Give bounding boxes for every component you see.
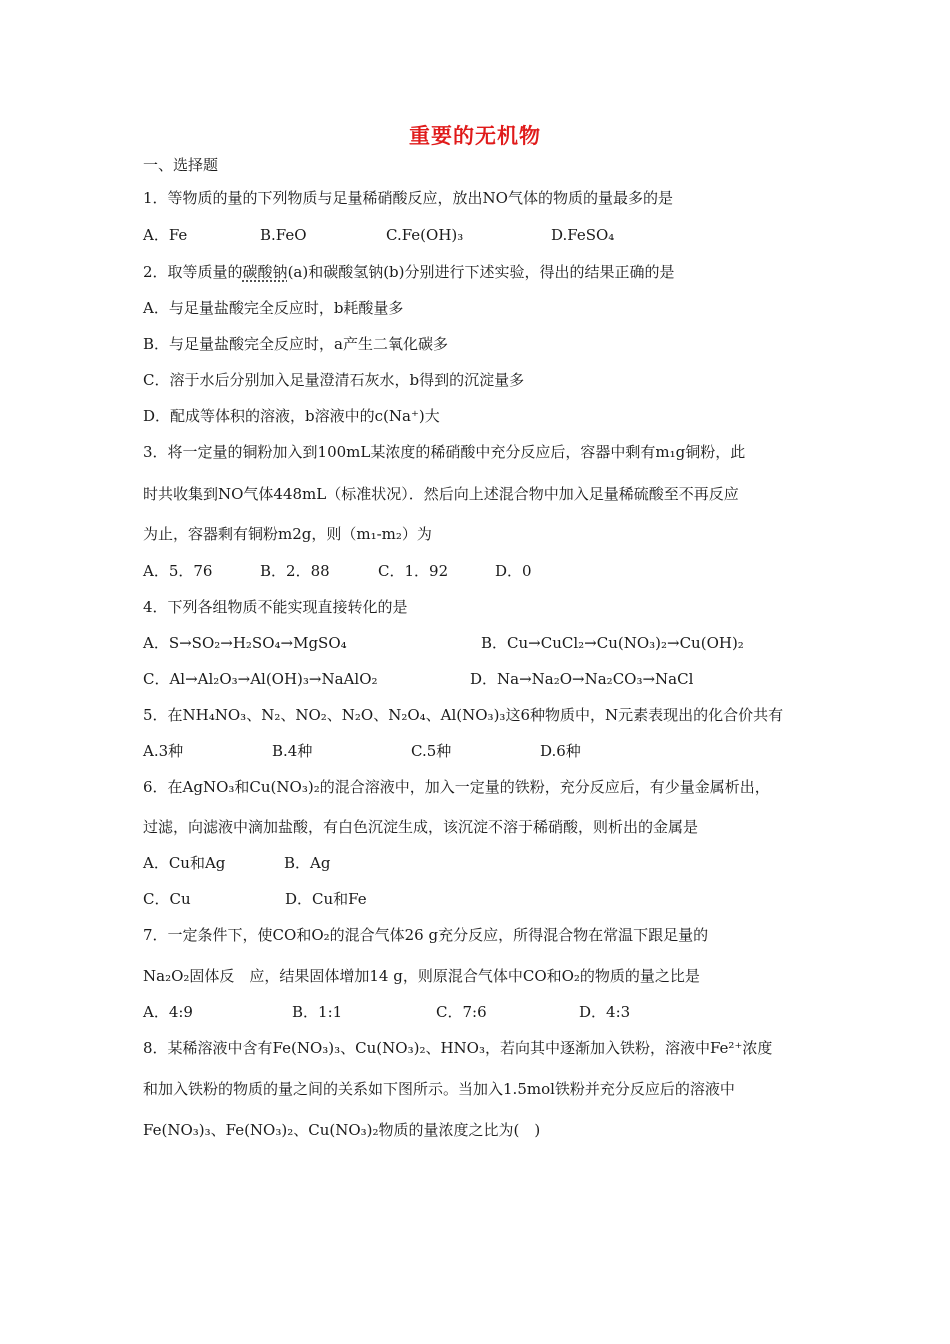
question-2-emphasis: 碳酸钠 (242, 263, 288, 281)
question-2-option-c: C．溶于水后分别加入足量澄清石灰水，b得到的沉淀量多 (143, 371, 525, 389)
question-4-option-d: D．Na→Na₂O→Na₂CO₃→NaCl (470, 670, 694, 688)
section-heading: 一、选择题 (143, 156, 219, 174)
question-5-option-d: D.6种 (540, 742, 581, 760)
question-5-option-b: B.4种 (272, 742, 313, 760)
question-6-line-1: 6．在AgNO₃和Cu(NO₃)₂的混合溶液中，加入一定量的铁粉，充分反应后，有少量金属析出， (143, 778, 770, 796)
question-2-stem-pre: 2．取等质量的 (143, 263, 243, 281)
question-3-option-b: B．2．88 (260, 562, 330, 580)
question-7-line-2: Na₂O₂固体反 应，结果固体增加14 g，则原混合气体中CO和O₂的物质的量之比是 (143, 967, 700, 985)
question-4-option-a: A．S→SO₂→H₂SO₄→MgSO₄ (143, 634, 347, 652)
page-title: 重要的无机物 (409, 124, 541, 148)
question-4-option-c: C．Al→Al₂O₃→Al(OH)₃→NaAlO₂ (143, 670, 378, 688)
question-7-option-c: C．7:6 (436, 1003, 487, 1021)
question-4-option-b: B．Cu→CuCl₂→Cu(NO₃)₂→Cu(OH)₂ (481, 634, 744, 652)
question-6-option-c: C．Cu (143, 890, 191, 908)
question-7-option-a: A．4:9 (143, 1003, 193, 1021)
question-1-option-d: D.FeSO₄ (551, 226, 615, 244)
question-5-option-c: C.5种 (411, 742, 452, 760)
question-2-option-b: B．与足量盐酸完全反应时，a产生二氧化碳多 (143, 335, 448, 353)
question-3-line-3: 为止，容器剩有铜粉m2g，则（m₁-m₂）为 (143, 525, 432, 543)
question-7-option-b: B．1:1 (292, 1003, 343, 1021)
question-2-option-d: D．配成等体积的溶液，b溶液中的c(Na⁺)大 (143, 407, 440, 425)
question-8-line-2: 和加入铁粉的物质的量之间的关系如下图所示。当加入1.5mol铁粉并充分反应后的溶液中 (143, 1080, 735, 1098)
question-7-line-1: 7．一定条件下，使CO和O₂的混合气体26 g充分反应，所得混合物在常温下跟足量的 (143, 926, 709, 944)
question-1-option-a: A．Fe (143, 226, 188, 244)
question-3-option-a: A．5．76 (143, 562, 213, 580)
question-1-stem: 1．等物质的量的下列物质与足量稀硝酸反应，放出NO气体的物质的量最多的是 (143, 189, 673, 207)
question-6-option-a: A．Cu和Ag (143, 854, 226, 872)
question-6-option-d: D．Cu和Fe (285, 890, 367, 908)
question-7-option-d: D．4:3 (579, 1003, 631, 1021)
question-3-option-c: C．1．92 (378, 562, 449, 580)
question-5-option-a: A.3种 (143, 742, 184, 760)
question-2-option-a: A．与足量盐酸完全反应时，b耗酸量多 (143, 299, 404, 317)
question-2-stem-post: (a)和碳酸氢钠(b)分别进行下述实验，得出的结果正确的是 (287, 263, 675, 281)
question-3-line-1: 3．将一定量的铜粉加入到100mL某浓度的稀硝酸中充分反应后，容器中剩有m₁g铜粉，此 (143, 443, 746, 461)
question-1-option-c: C.Fe(OH)₃ (386, 226, 464, 244)
question-6-option-b: B．Ag (284, 854, 331, 872)
question-8-line-1: 8．某稀溶液中含有Fe(NO₃)₃、Cu(NO₃)₂、HNO₃，若向其中逐渐加入铁粉，溶液中Fe²⁺浓度 (143, 1039, 773, 1057)
question-1-option-b: B.FeO (260, 226, 307, 244)
question-6-line-2: 过滤，向滤液中滴加盐酸，有白色沉淀生成，该沉淀不溶于稀硝酸，则析出的金属是 (143, 818, 699, 836)
question-3-option-d: D．0 (495, 562, 532, 580)
question-2-stem (143, 262, 675, 282)
question-3-line-2: 时共收集到NO气体448mL（标准状况）．然后向上述混合物中加入足量稀硫酸至不再反应 (143, 485, 739, 503)
question-5-stem: 5．在NH₄NO₃、N₂、NO₂、N₂O、N₂O₄、Al(NO₃)₃这6种物质中，N元素表现出的化合价共有 (143, 706, 784, 724)
question-8-line-3: Fe(NO₃)₃、Fe(NO₃)₂、Cu(NO₃)₂物质的量浓度之比为( ) (143, 1121, 541, 1139)
question-4-stem: 4．下列各组物质不能实现直接转化的是 (143, 598, 408, 616)
